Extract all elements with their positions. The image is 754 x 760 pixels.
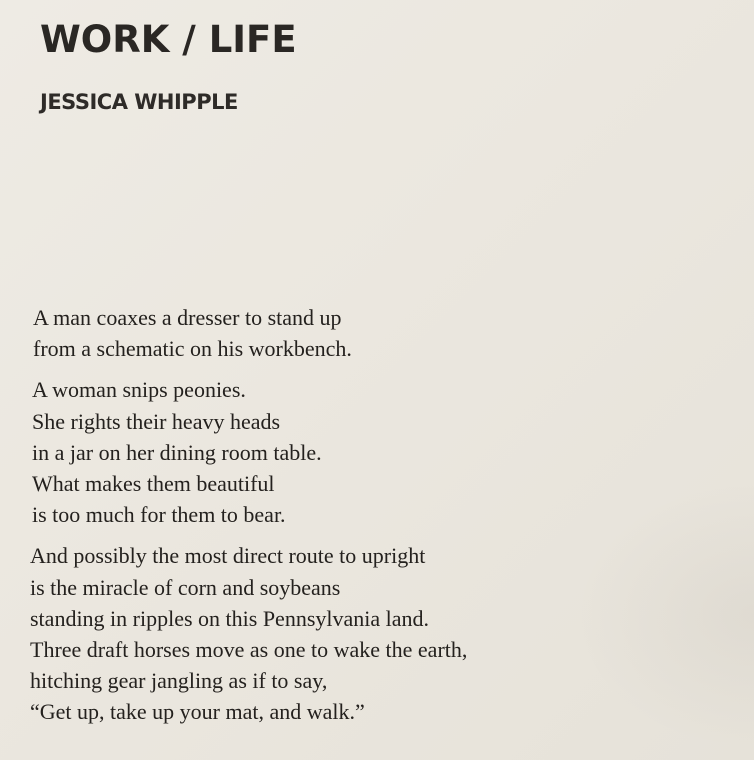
- poem-line: A man coaxes a dresser to stand up: [33, 305, 342, 330]
- poem-line: hitching gear jangling as if to say,: [30, 668, 328, 694]
- poem-line: Three draft horses move as one to wake the earth,: [30, 636, 468, 662]
- poem-line: is too much for them to bear.: [32, 502, 286, 528]
- poem-line: What makes them beautiful: [32, 470, 275, 496]
- poem-line: “Get up, take up your mat, and walk.”: [30, 699, 365, 725]
- poem-line: She rights their heavy heads: [32, 408, 281, 434]
- poem-line: And possibly the most direct route to upright: [30, 543, 426, 569]
- poem-author: JESSICA WHIPPLE: [40, 90, 238, 114]
- poem-line: in a jar on her dining room table.: [32, 439, 322, 465]
- poem-body: [30, 302, 593, 727]
- poem-line: A woman snips peonies.: [32, 377, 246, 403]
- stanza-1: [33, 302, 593, 364]
- show-through-shadow: [574, 480, 754, 750]
- stanza-2: [32, 374, 593, 530]
- poem-line: from a schematic on his workbench.: [33, 336, 352, 362]
- stanza-3: [30, 540, 593, 727]
- poem-line: standing in ripples on this Pennsylvania land.: [30, 605, 430, 631]
- poem-title: WORK / LIFE: [40, 18, 297, 61]
- poem-line: is the miracle of corn and soybeans: [30, 574, 341, 600]
